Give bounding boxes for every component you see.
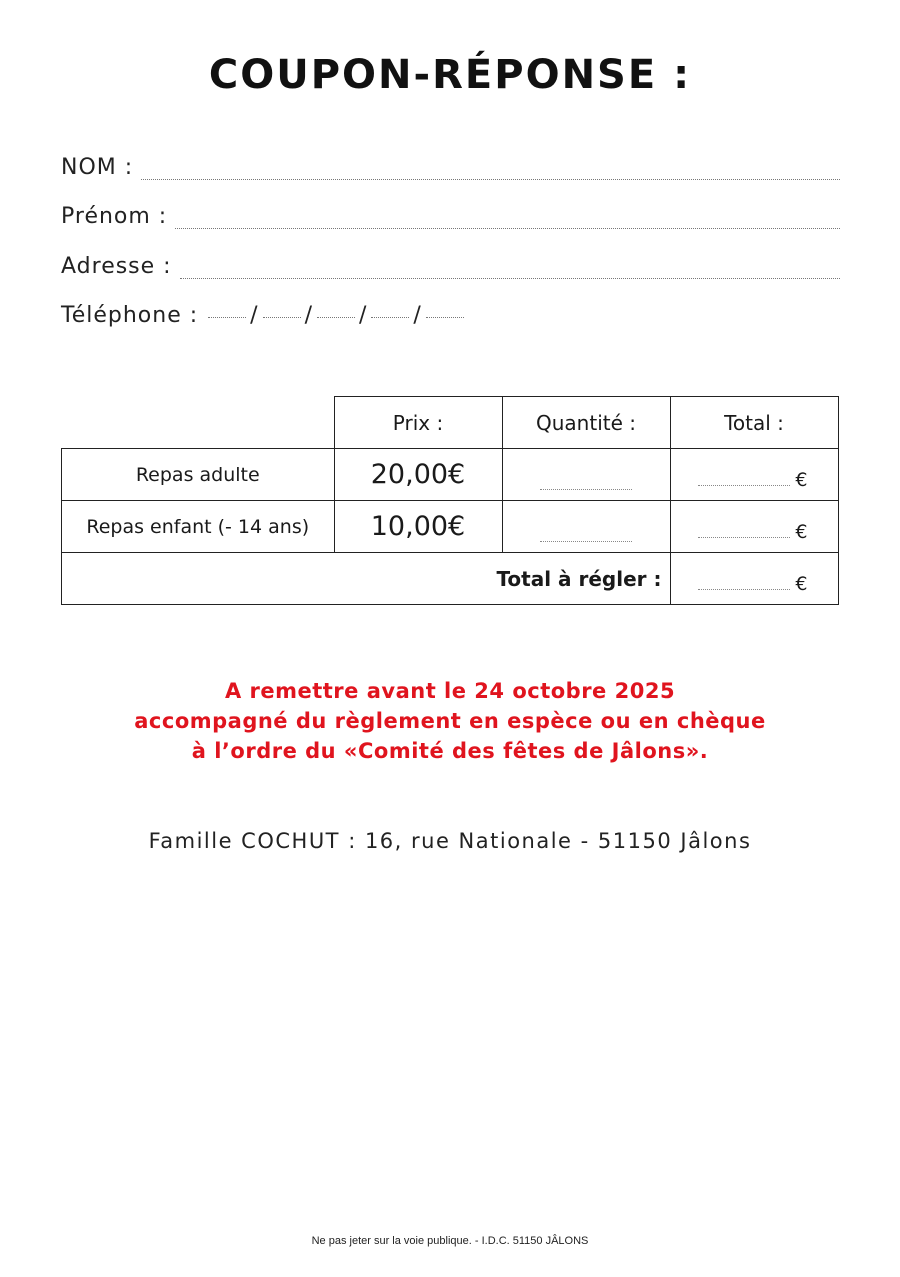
- total-cell[interactable]: [670, 449, 838, 501]
- quantity-header: Quantité :: [502, 397, 670, 449]
- notice-line: A remettre avant le 24 octobre 2025: [224, 679, 676, 703]
- notice-line: à l’ordre du «Comité des fêtes de Jâlons».: [191, 739, 709, 763]
- row-label: Repas adulte: [62, 449, 335, 501]
- prenom-input-line[interactable]: [175, 228, 840, 229]
- grand-total-label: Total à régler :: [62, 553, 671, 605]
- phone-segment[interactable]: [263, 317, 301, 318]
- quantity-cell[interactable]: [502, 501, 670, 553]
- phone-separator: /: [304, 303, 313, 328]
- row-price: 20,00€: [334, 449, 502, 501]
- phone-separator: /: [358, 303, 368, 328]
- nom-label: NOM :: [61, 155, 134, 180]
- quantity-input-line[interactable]: [540, 541, 632, 542]
- phone-separator: /: [250, 303, 259, 328]
- adresse-input-line[interactable]: [180, 278, 840, 279]
- phone-segment[interactable]: [371, 317, 409, 318]
- table-row: [62, 449, 839, 501]
- notice-line: accompagné du règlement en espèce ou en chèque: [134, 709, 766, 733]
- currency-symbol: €: [795, 573, 808, 595]
- prenom-label: Prénom :: [61, 204, 168, 229]
- total-header: Total :: [670, 397, 838, 449]
- phone-segment[interactable]: [426, 317, 464, 318]
- order-table: [61, 396, 839, 605]
- total-input-line[interactable]: [698, 485, 790, 486]
- grand-total-input-line[interactable]: [698, 589, 790, 590]
- total-cell[interactable]: [670, 501, 838, 553]
- phone-segment[interactable]: [208, 317, 246, 318]
- grand-total-cell[interactable]: [670, 553, 838, 605]
- quantity-input-line[interactable]: [540, 489, 632, 490]
- currency-symbol: €: [795, 469, 808, 491]
- price-header: Prix :: [334, 397, 502, 449]
- row-price: 10,00€: [334, 501, 502, 553]
- table-corner: [62, 397, 335, 449]
- telephone-field[interactable]: [61, 303, 468, 337]
- table-header-row: [62, 397, 839, 449]
- quantity-cell[interactable]: [502, 449, 670, 501]
- total-input-line[interactable]: [698, 537, 790, 538]
- grand-total-row: [62, 553, 839, 605]
- row-label: Repas enfant (- 14 ans): [62, 501, 335, 553]
- adresse-label: Adresse :: [61, 254, 172, 279]
- adresse-field[interactable]: [61, 254, 840, 288]
- prenom-field[interactable]: [61, 204, 840, 238]
- phone-segment[interactable]: [317, 317, 355, 318]
- deadline-notice: [0, 676, 900, 766]
- page-title: COUPON-RÉPONSE :: [208, 52, 692, 98]
- currency-symbol: €: [795, 521, 808, 543]
- phone-separator: /: [413, 303, 422, 328]
- return-address: Famille COCHUT : 16, rue Nationale - 51150 Jâlons: [148, 829, 752, 853]
- telephone-label: Téléphone :: [61, 303, 199, 328]
- footer-note: Ne pas jeter sur la voie publique. - I.D.C. 51150 JÂLONS: [311, 1235, 589, 1247]
- nom-field[interactable]: [61, 155, 840, 189]
- table-row: [62, 501, 839, 553]
- nom-input-line[interactable]: [141, 179, 840, 180]
